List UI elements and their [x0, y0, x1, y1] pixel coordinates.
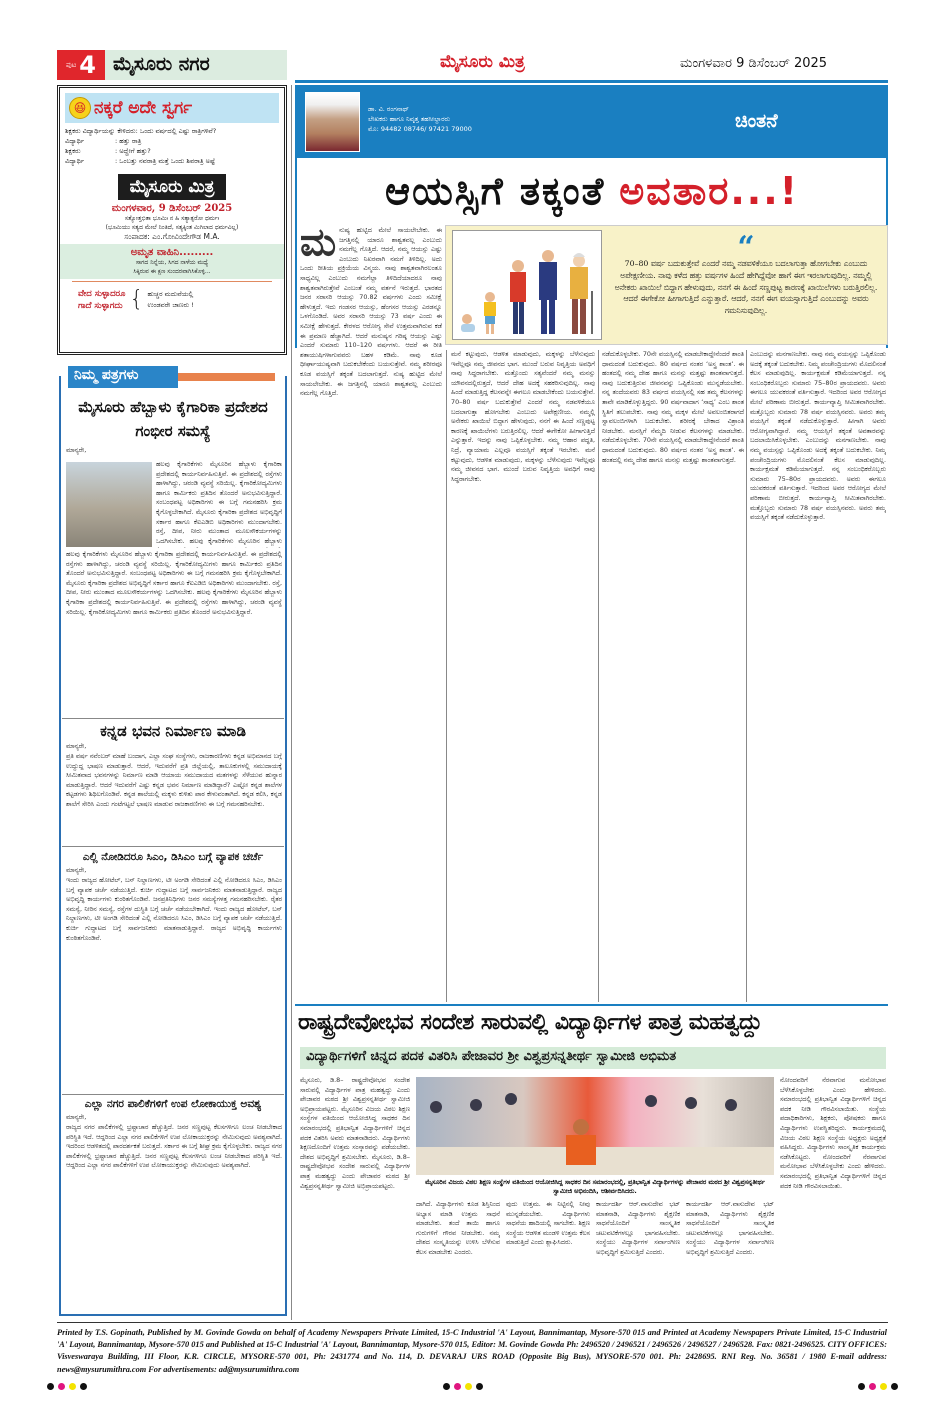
- photo-caption: ಮೈಸೂರಿನ ವಿಜಯ ವಿಠಲ ಶಿಕ್ಷಣ ಸಂಸ್ಥೆಗಳ ವತಿಯಿಂದ ಆಯೋಜಿಸಿದ್ದ ಸಾಧಕರ ದಿನ ಸಮಾರಂಭದಲ್ಲಿ, ಪ್ರತಿಭಾನ್ವಿತ ವಿದ್ಯಾರ್ಥಿಗಳನ್ನು ಪೇಜಾವರ ಮಠದ ಶ್ರೀ ವಿಶ್ವಪ್ರಸನ್ನತೀರ್ಥ ಸ್ವಾಮೀಜಿ ಅಭಿನಂದಿಸಿ, ಆಶೀರ್ವದಿಸಿದರು.: [425, 1179, 765, 1195]
- proverb-box: [72, 281, 272, 317]
- author-phone: ಮೊ: 94482 08746/ 97421 79000: [368, 125, 472, 133]
- teen-figure: [510, 260, 526, 334]
- joke-question: ಶಿಕ್ಷಕರು ವಿದ್ಯಾರ್ಥಿಯನ್ನು ಕೇಳಿದರು: ಒಂದು ವರ್ಷದಲ್ಲಿ ಎಷ್ಟು ರಾತ್ರಿಗಳಿವೆ?: [65, 127, 217, 135]
- ceremony-photo: [416, 1077, 774, 1175]
- story-column-4: ಕಾರ್ಯದರ್ಶಿ ಆರ್.ವಾಸುದೇವ ಭಟ್ ಮಾತನಾಡಿ, ವಿದ್ಯಾರ್ಥಿಗಳು ಶೈಕ್ಷಣಿಕ ಸಾಧನೆಯೊಂದಿಗೆ ಸಾಂಸ್ಕೃತಿಕ ಚಟುವಟಿಕೆಗಳಲ್ಲೂ ಭಾಗವಹಿಸಬೇಕು. ಸಂಸ್ಥೆಯು ವಿದ್ಯಾರ್ಥಿಗಳ ಸರ್ವಾಂಗೀಣ ಅಭಿವೃದ್ಧಿಗೆ ಶ್ರಮಿಸುತ್ತಿದೆ ಎಂದರು.: [596, 1200, 680, 1256]
- title-main: ಆಯಸ್ಸಿಗೆ ತಕ್ಕಂತೆ: [385, 168, 606, 213]
- page-label: ಪುಟ: [66, 60, 77, 69]
- amrutha-line: ಸಾಗದ ನಿನ್ನೆಯ, ಸಿಗದ ನಾಳೆಯ ಮಧ್ಯೆ: [135, 259, 209, 266]
- motto-meaning: (ಭೂಮಿಯು ಸತ್ಯದ ಮೇಲೆ ನಿಂತಿದೆ, ಸತ್ಯಕ್ಕಿಂತ ಮಿಗಿಲಾದ ಧರ್ಮವಿಲ್ಲ): [105, 224, 239, 231]
- dropcap: ಮ: [300, 226, 337, 264]
- amrutha-line: ಸಿಕ್ಕಿರುವ ಈ ಕ್ಷಣ ಸುಂದರವಾಗಿಸಿಕೊಳ್ಳಿ...: [133, 268, 211, 275]
- column-rule: [598, 350, 599, 1002]
- letters-section-title: ನಿಮ್ಮ ಪತ್ರಗಳು: [68, 366, 178, 388]
- article-title: [300, 160, 884, 222]
- masthead-box-date: ಮಂಗಳವಾರ, 9 ಡಿಸೆಂಬರ್ 2025: [111, 203, 233, 214]
- letter-body-cont: ಹಲವು ಕೈಗಾರಿಕೆಗಳು ಮೈಸೂರಿನ ಹೆಬ್ಬಾಳು ಕೈಗಾರಿಕಾ ಪ್ರದೇಶದಲ್ಲಿ ಕಾರ್ಯನಿರ್ವಹಿಸುತ್ತಿವೆ. ಈ ಪ್ರದೇಶದಲ್ಲಿ ರಸ್ತೆಗಳು ಹಾಳಾಗಿದ್ದು, ಚರಂಡಿ ವ್ಯವಸ್ಥೆ ಸರಿಯಿಲ್ಲ. ಕೈಗಾರಿಕೋದ್ಯಮಿಗಳು ಹಾಗೂ ಕಾರ್ಮಿಕರು ಪ್ರತಿದಿನ ತೊಂದರೆ ಅನುಭವಿಸುತ್ತಿದ್ದಾರೆ. ಸಂಬಂಧಪಟ್ಟ ಅಧಿಕಾರಿಗಳು ಈ ಬಗ್ಗೆ ಗಮನಹರಿಸಿ ಕ್ರಮ ಕೈಗೊಳ್ಳಬೇಕಾಗಿದೆ. ಮೈಸೂರು ಕೈಗಾರಿಕಾ ಪ್ರದೇಶದ ಅಭಿವೃದ್ಧಿಗೆ ಸರ್ಕಾರ ಹಾಗೂ ಕೆಐಎಡಿಬಿ ಅಧಿಕಾರಿಗಳು ಮುಂದಾಗಬೇಕು. ರಸ್ತೆ, ದೀಪ, ನೀರು ಮುಂತಾದ ಮೂಲಸೌಕರ್ಯಗಳನ್ನು ಒದಗಿಸಬೇಕು. ಹಲವು ಕೈಗಾರಿಕೆಗಳು ಮೈಸೂರಿನ ಹೆಬ್ಬಾಳು ಕೈಗಾರಿಕಾ ಪ್ರದೇಶದಲ್ಲಿ ಕಾರ್ಯನಿರ್ವಹಿಸುತ್ತಿವೆ. ಈ ಪ್ರದೇಶದಲ್ಲಿ ರಸ್ತೆಗಳು ಹಾಳಾಗಿದ್ದು, ಚರಂಡಿ ವ್ಯವಸ್ಥೆ ಸರಿಯಿಲ್ಲ. ಕೈಗಾರಿಕೋದ್ಯಮಿಗಳು ಹಾಗೂ ಕಾರ್ಮಿಕರು ಪ್ರತಿದಿನ ತೊಂದರೆ ಅನುಭವಿಸುತ್ತಿದ್ದಾರೆ.: [66, 550, 282, 616]
- divider: [295, 1004, 888, 1006]
- letter-headline: ಕನ್ನಡ ಭವನ ನಿರ್ಮಾಣ ಮಾಡಿ: [100, 722, 246, 740]
- author-info: [368, 104, 472, 134]
- brace-icon: {: [129, 287, 144, 312]
- page-number-tag: [57, 50, 105, 80]
- author-name: ಡಾ. ವಿ. ರಂಗನಾಥ್: [368, 105, 409, 113]
- letter-salutation: ಮಾನ್ಯರೇ,: [66, 1113, 87, 1121]
- proverb-right: ಹುಚ್ಚರ ಮದುವೆಯಲ್ಲಿ: [147, 289, 194, 298]
- letter-body: ಇಂದು ರಾಜ್ಯದ ಹೋಟೆಲ್, ಬಸ್ ನಿಲ್ದಾಣಗಳು, ಟೀ ಅಂಗಡಿ ಸೇರಿದಂತೆ ಎಲ್ಲಿ ನೋಡಿದರೂ ಸಿಎಂ, ಡಿಸಿಎಂ ಬಗ್ಗೆ ವ್ಯಾಪಕ ಚರ್ಚೆ ನಡೆಯುತ್ತಿದೆ. ಕುರ್ಚಿ ಗುದ್ದಾಟದ ಬಗ್ಗೆ ಸಾರ್ವಜನಿಕರು ಮಾತನಾಡುತ್ತಿದ್ದಾರೆ. ರಾಜ್ಯದ ಅಭಿವೃದ್ಧಿ ಕಾರ್ಯಗಳು ಕುಂಠಿತಗೊಂಡಿವೆ. ಜನಪ್ರತಿನಿಧಿಗಳು ಜನರ ಸಮಸ್ಯೆಗಳತ್ತ ಗಮನಹರಿಸಬೇಕು. ರೈತರ ಸಮಸ್ಯೆ, ನೀರಿನ ಸಮಸ್ಯೆ, ರಸ್ತೆಗಳ ದುಸ್ಥಿತಿ ಬಗ್ಗೆ ಚರ್ಚೆ ನಡೆಯಬೇಕಾಗಿದೆ. ಇಂದು ರಾಜ್ಯದ ಹೋಟೆಲ್, ಬಸ್ ನಿಲ್ದಾಣಗಳು, ಟೀ ಅಂಗಡಿ ಸೇರಿದಂತೆ ಎಲ್ಲಿ ನೋಡಿದರೂ ಸಿಎಂ, ಡಿಸಿಎಂ ಬಗ್ಗೆ ವ್ಯಾಪಕ ಚರ್ಚೆ ನಡೆಯುತ್ತಿದೆ. ಕುರ್ಚಿ ಗುದ್ದಾಟದ ಬಗ್ಗೆ ಸಾರ್ವಜನಿಕರು ಮಾತನಾಡುತ್ತಿದ್ದಾರೆ. ರಾಜ್ಯದ ಅಭಿವೃದ್ಧಿ ಕಾರ್ಯಗಳು ಕುಂಠಿತಗೊಂಡಿವೆ.: [66, 876, 282, 942]
- masthead-box: [60, 171, 284, 241]
- pull-quote-text: 70–80 ವರ್ಷ ಬದುಕುತ್ತೇವೆ ಎಂದರೆ ನಮ್ಮ ನಡವಳಿಕೆಯೂ ಬದಲಾಗುತ್ತಾ ಹೋಗಬೇಕು ಎಂಬುದು ಅಪೇಕ್ಷಣೀಯ. ನಾವು ಕಳೆದ ಹತ್ತು ವರ್ಷಗಳ ಹಿಂದೆ ಹೇಗಿದ್ದೆವೋ ಹಾಗೆ ಈಗ ಇರಲಾಗುವುದಿಲ್ಲ. ನಮ್ಮಲ್ಲಿ ಅನೇಕರು ಖಾಯಿಲೆ ಬಿದ್ದಾಗ ಹೇಳುವುದು, ನನಗೆ ಈ ಹಿಂದೆ ಸಣ್ಣಪುಟ್ಟ ಕಾರಣಕ್ಕೆ ಖಾಯಿಲೆಗಳು ಬರುತ್ತಿರಲಿಲ್ಲ. ಆದರೆ ಈಗೇಕೋ ಹೀಗಾಗುತ್ತಿದೆ ಎನ್ನುತ್ತಾರೆ. ಆದರೆ, ನನಗೆ ಈಗ ವಯಸ್ಸಾಗುತ್ತಿದೆ ಎಂಬುದನ್ನು ಅವರು ಗಮನಿಸುವುದಿಲ್ಲ.: [614, 259, 878, 316]
- section-accent-bar: [178, 373, 275, 381]
- article-column-1: [300, 226, 442, 1002]
- masthead-logo: ಮೈಸೂರು ಮಿತ್ರ: [440, 52, 525, 72]
- registration-marks-left: [47, 1383, 87, 1390]
- proverb-right: ಉಂಡವರೇ ಜಾಣರು !: [147, 300, 194, 309]
- joke-speaker: ವಿದ್ಯಾರ್ಥಿ: [65, 157, 85, 165]
- article-column-4: ಎಂಬುದನ್ನು ಮನಗಾಣಬೇಕು. ನಾವು ನಮ್ಮ ವಯಸ್ಸನ್ನು ಒಪ್ಪಿಕೊಂಡು ಅದಕ್ಕೆ ತಕ್ಕಂತೆ ಬದುಕಬೇಕು. ನಿಮ್ಮ ಪಂಚೇಂದ್ರಿಯಗಳು ಮೊದಲಿನಂತೆ ಕೆಲಸ ಮಾಡುವುದಿಲ್ಲ. ಕಾರ್ಯಕ್ಷಮತೆ ಕಡಿಮೆಯಾಗುತ್ತದೆ. ನನ್ನ ಸಂಬಂಧಿಕರೊಬ್ಬರು ಸುಮಾರು 75–80ರ ಪ್ರಾಯದವರು. ಅವರು ಈಗಲೂ ಯುವಕರಂತೆ ವರ್ತಿಸುತ್ತಾರೆ. ಇದರಿಂದ ಅವರ ಆರೋಗ್ಯದ ಮೇಲೆ ಪರಿಣಾಮ ಬೀರುತ್ತದೆ. ಕಾರ್ಯವ್ಯಾಪ್ತಿ ಸೀಮಿತವಾಗಿರಬೇಕು. ಮತ್ತೊಬ್ಬರು ಸುಮಾರು 78 ವರ್ಷ ವಯಸ್ಸಿನವರು. ಅವರು ತಮ್ಮ ವಯಸ್ಸಿಗೆ ತಕ್ಕಂತೆ ನಡೆದುಕೊಳ್ಳುತ್ತಾರೆ. ಹೀಗಾಗಿ ಅವರು ಆರೋಗ್ಯವಾಗಿದ್ದಾರೆ. ನಮ್ಮ ಆಯಸ್ಸಿಗೆ ತಕ್ಕಂತೆ ಅವತಾರವನ್ನು ಬದಲಾಯಿಸಿಕೊಳ್ಳಬೇಕು. ಎಂಬುದನ್ನು ಮನಗಾಣಬೇಕು. ನಾವು ನಮ್ಮ ವಯಸ್ಸನ್ನು ಒಪ್ಪಿಕೊಂಡು ಅದಕ್ಕೆ ತಕ್ಕಂತೆ ಬದುಕಬೇಕು. ನಿಮ್ಮ ಪಂಚೇಂದ್ರಿಯಗಳು ಮೊದಲಿನಂತೆ ಕೆಲಸ ಮಾಡುವುದಿಲ್ಲ. ಕಾರ್ಯಕ್ಷಮತೆ ಕಡಿಮೆಯಾಗುತ್ತದೆ. ನನ್ನ ಸಂಬಂಧಿಕರೊಬ್ಬರು ಸುಮಾರು 75–80ರ ಪ್ರಾಯದವರು. ಅವರು ಈಗಲೂ ಯುವಕರಂತೆ ವರ್ತಿಸುತ್ತಾರೆ. ಇದರಿಂದ ಅವರ ಆರೋಗ್ಯದ ಮೇಲೆ ಪರಿಣಾಮ ಬೀರುತ್ತದೆ. ಕಾರ್ಯವ್ಯಾಪ್ತಿ ಸೀಮಿತವಾಗಿರಬೇಕು. ಮತ್ತೊಬ್ಬರು ಸುಮಾರು 78 ವರ್ಷ ವಯಸ್ಸಿನವರು. ಅವರು ತಮ್ಮ ವಯಸ್ಸಿಗೆ ತಕ್ಕಂತೆ ನಡೆದುಕೊಳ್ಳುತ್ತಾರೆ.: [750, 350, 886, 522]
- article-text: ನುಷ್ಯ ಹುಟ್ಟಿದ ಮೇಲೆ ಸಾಯಲೇಬೇಕು. ಈ ಜಗತ್ತಿನಲ್ಲಿ ಯಾರೂ ಶಾಶ್ವತವಲ್ಲ ಎಂಬುದು ನಮಗೆಲ್ಲ ಗೊತ್ತಿದೆ. ಆದರೆ, ನಮ್ಮ ಆಯಸ್ಸು ಎಷ್ಟು ಎಂಬುದು ನಿಖರವಾಗಿ ನಮಗೆ ತಿಳಿದಿಲ್ಲ. ಅದು ಒಂದು ರೀತಿಯ ಪ್ರಕ್ರಿಯೆಯ ವಿಸ್ಮಯ. ನಾವು ಶಾಶ್ವತವಾಗಿರಲಂತೂ ಸಾಧ್ಯವಿಲ್ಲ ಎಂಬುದು ನಮಗೆಲ್ಲಾ ತಿಳಿದಿದೆಯಾದರೂ ನಾವು ಶಾಶ್ವತವಾಗಿರುತ್ತೇವೆ ಎಂಬಂತೆ ನಮ್ಮ ವರ್ತನೆ ಇರುತ್ತದೆ. ಭಾರತದ ಜನರ ಸರಾಸರಿ ಆಯಸ್ಸು 70.82 ವರ್ಷಗಳು ಎಂದು ಸಮೀಕ್ಷೆ ಹೇಳುತ್ತದೆ. ಇದು ಗಂಡಸರ ಆಯಸ್ಸು, ಹೆಂಗಸರ ಆಯಸ್ಸು ಎರಡನ್ನೂ ಒಳಗೊಂಡಿದೆ. ಅವರ ಸರಾಸರಿ ಆಯಸ್ಸು 73 ವರ್ಷ ಎಂದು ಈ ಸಮೀಕ್ಷೆ ಹೇಳುತ್ತದೆ. ಕೇರಳದ ಆರೋಗ್ಯ ಸೇವೆ ಉತ್ತಮವಾಗಿರುವ ಕಡೆ ಈ ಪ್ರಮಾಣ ಹೆಚ್ಚಾಗಿದೆ. ಆದರೆ ಮನುಷ್ಯನ ಗರಿಷ್ಠ ಆಯಸ್ಸು ಎಷ್ಟು ಎಂದರೆ ಸುಮಾರು 110–120 ವರ್ಷಗಳು. ಆದರೆ ಈ ರೀತಿ ಶತಾಯುಷಿಗಳಾಗುವವರು ಬಹಳ ಕಡಿಮೆ. ನಾವು ಕೂಡ ಧೀರ್ಘಾಯುಷ್ಯವಾಗಿ ಬದುಕಬೇಕೆಂದು ಬಯಸುತ್ತೇವೆ. ನಮ್ಮ ಶರೀರವೂ ಕೂಡ ವಯಸ್ಸಿಗೆ ತಕ್ಕಂತೆ ಬದಲಾಗುತ್ತದೆ. ನುಷ್ಯ ಹುಟ್ಟಿದ ಮೇಲೆ ಸಾಯಲೇಬೇಕು. ಈ ಜಗತ್ತಿನಲ್ಲಿ ಯಾರೂ ಶಾಶ್ವತವಲ್ಲ ಎಂಬುದು ನಮಗೆಲ್ಲ ಗೊತ್ತಿದೆ.: [300, 226, 442, 398]
- letter-body: ಪ್ರತಿ ವರ್ಷ ನವೆಂಬರ್ ಮಾಹೆ ಬಂದಾಗ, ಎಲ್ಲಾ ಸಂಘ ಸಂಸ್ಥೆಗಳು, ರಾಜಕಾರಣಿಗಳು ಕನ್ನಡ ಅಭಿಮಾನದ ಬಗ್ಗೆ ಉದ್ದುದ್ದ ಭಾಷಣ ಮಾಡುತ್ತಾರೆ. ಆದರೆ, ಇದುವರೆಗೆ ಪ್ರತಿ ಜಿಲ್ಲೆಯಲ್ಲಿ, ತಾಲೂಕುಗಳಲ್ಲಿ ಸಮುದಾಯಕ್ಕೆ ಸೀಮಿತವಾದ ಭವನಗಳನ್ನು ನಿರ್ಮಾಣ ಮಾಡಿ ಆಯಾಯ ಸಮುದಾಯದ ಮತಗಳನ್ನು ಸೆಳೆಯುವ ಹುನ್ನಾರ ಮಾಡುತ್ತಿದ್ದಾರೆ. ಆದರೆ ಇದುವರೆಗೆ ಎಷ್ಟು ಕನ್ನಡ ಭವನ ನಿರ್ಮಾಣ ಮಾಡಿದ್ದಾರೆ? ಎಷ್ಟೋ ಕನ್ನಡ ಶಾಲೆಗಳ ಕಟ್ಟಡಗಳು ಶಿಥಿಲಗೊಂಡಿವೆ. ಕನ್ನಡ ಶಾಲೆಯಲ್ಲಿ ಮಕ್ಕಳು ಕುಳಿತು ಪಾಠ ಕೇಳುವಂತಾಗಿದೆ. ಕನ್ನಡ ಕಲಿಸಿ, ಕನ್ನಡ ಶಾಲೆಗೆ ಸೇರಿಸಿ ಎಂದು ಗಂಟೆಗಟ್ಟಲೆ ಭಾಷಣ ಮಾಡುವ ರಾಜಕಾರಣಿಗಳು ಈ ಬಗ್ಗೆ ಗಮನಹರಿಸಬೇಕು.: [66, 752, 282, 808]
- title-accent: ಅವತಾರ...!: [619, 168, 799, 213]
- story-column-2: ದಾಗಿದೆ. ವಿದ್ಯಾರ್ಥಿಗಳು ಕೂಡ ಶಿಸ್ತಿನಿಂದ ಅಭ್ಯಾಸ ಮಾಡಿ ಉತ್ತಮ ಸಾಧನೆ ಮಾಡಬೇಕು. ತಂದೆ ತಾಯಿ ಹಾಗೂ ಗುರುಗಳಿಗೆ ಗೌರವ ನೀಡಬೇಕು. ನಮ್ಮ ದೇಶದ ಸಂಸ್ಕೃತಿಯನ್ನು ಉಳಿಸಿ ಬೆಳೆಸುವ ಕೆಲಸ ಮಾಡಬೇಕು ಎಂದರು.: [416, 1200, 500, 1256]
- divider: [62, 1094, 284, 1095]
- story-subheadline: ವಿದ್ಯಾರ್ಥಿಗಳಿಗೆ ಚಿನ್ನದ ಪದಕ ವಿತರಿಸಿ ಪೇಜಾವರ ಶ್ರೀ ವಿಶ್ವಪ್ರಸನ್ನತೀರ್ಥ ಸ್ವಾಮೀಜಿ ಅಭಿಮತ: [300, 1047, 886, 1069]
- masthead-box-logo: ಮೈಸೂರು ಮಿತ್ರ: [118, 174, 227, 200]
- column-rule: [446, 350, 447, 1002]
- child-figure: [484, 292, 496, 334]
- letter-salutation: ಮಾನ್ಯರೇ,: [66, 866, 87, 874]
- letter-headline: ಎಲ್ಲಾ ನಗರ ಪಾಲಿಕೆಗಳಿಗೆ ಉಪ ಲೋಕಾಯುಕ್ತ ಅವಶ್ಯ: [84, 1098, 262, 1110]
- joke-speaker: ಶಿಕ್ಷಕರು: [65, 147, 81, 155]
- joke-line: : ಹತ್ತು ರಾತ್ರಿ: [115, 137, 142, 145]
- header-divider: [295, 80, 888, 83]
- joke-speaker: ವಿದ್ಯಾರ್ಥಿ: [65, 137, 85, 145]
- letter-headline: ಮೈಸೂರು ಹೆಬ್ಬಾಳು ಕೈಗಾರಿಕಾ ಪ್ರದೇಶದ ಗಂಭೀರ ಸಮಸ್ಯೆ: [78, 398, 268, 440]
- adult-figure: [539, 250, 557, 334]
- joke-line: : ಒಂಬತ್ತು ನವರಾತ್ರಿ ಮತ್ತೆ ಒಂದು ಶಿವರಾತ್ರಿ ಅಷ್ಟೆ: [115, 157, 216, 165]
- page-number: 4: [79, 51, 96, 79]
- amrutha-title: ಅಮೃತ ವಾಹಿನಿ.........: [130, 247, 214, 258]
- proverb-left: ವೇದ ಸುಳ್ಳಾದರೂ: [78, 288, 126, 299]
- author-role: ಲೇಖಕರು ಹಾಗೂ ನಿವೃತ್ತ ತಹಸೀಲ್ದಾರರು: [368, 115, 451, 123]
- elder-figure: [570, 253, 593, 334]
- column-section-label: ಚಿಂತನೆ: [735, 110, 778, 132]
- editor-line: ಸಂಪಾದಕ: ಎಂ.ಗೋವಿಂದೇಗೌಡ M.A.: [124, 232, 220, 241]
- proverb-left: ಗಾದೆ ಸುಳ್ಳಾಗದು: [78, 300, 123, 311]
- ageing-stages-illustration: [452, 230, 602, 340]
- laughing-face-icon: 😆: [69, 97, 91, 119]
- column-rule: [746, 350, 747, 1002]
- joke-title-bar: [65, 93, 279, 123]
- letter-headline: ಎಲ್ಲಿ ನೋಡಿದರೂ ಸಿಎಂ, ಡಿಸಿಎಂ ಬಗ್ಗೆ ವ್ಯಾಪಕ ಚರ್ಚೆ: [82, 851, 264, 863]
- story-column-3: ವುದು ಉತ್ತಮ. ಈ ನಿಟ್ಟಿನಲ್ಲಿ ನೀವು ಮುನ್ನಡೆಯಬೇಕು. ವಿದ್ಯಾರ್ಥಿಗಳು ಸಾಧನೆಯ ಹಾದಿಯಲ್ಲಿ ಸಾಗಬೇಕು. ಶಿಕ್ಷಣ ಸಂಸ್ಥೆಯ ಆಡಳಿತ ಮಂಡಳಿ ಉತ್ತಮ ಕೆಲಸ ಮಾಡುತ್ತಿದೆ ಎಂದು ಶ್ಲಾಘಿಸಿದರು.: [506, 1200, 590, 1247]
- motto: ಸತ್ಯೋತ್ತಭಿತಾ ಭೂಮಿಃ ನ ಹಿ ಸತ್ಯಾತ್ಪರೋ ಧರ್ಮಃ: [124, 215, 220, 222]
- registration-marks-right: [858, 1383, 898, 1390]
- letter-body: ಹಲವು ಕೈಗಾರಿಕೆಗಳು ಮೈಸೂರಿನ ಹೆಬ್ಬಾಳು ಕೈಗಾರಿಕಾ ಪ್ರದೇಶದಲ್ಲಿ ಕಾರ್ಯನಿರ್ವಹಿಸುತ್ತಿವೆ. ಈ ಪ್ರದೇಶದಲ್ಲಿ ರಸ್ತೆಗಳು ಹಾಳಾಗಿದ್ದು, ಚರಂಡಿ ವ್ಯವಸ್ಥೆ ಸರಿಯಿಲ್ಲ. ಕೈಗಾರಿಕೋದ್ಯಮಿಗಳು ಹಾಗೂ ಕಾರ್ಮಿಕರು ಪ್ರತಿದಿನ ತೊಂದರೆ ಅನುಭವಿಸುತ್ತಿದ್ದಾರೆ. ಸಂಬಂಧಪಟ್ಟ ಅಧಿಕಾರಿಗಳು ಈ ಬಗ್ಗೆ ಗಮನಹರಿಸಿ ಕ್ರಮ ಕೈಗೊಳ್ಳಬೇಕಾಗಿದೆ. ಮೈಸೂರು ಕೈಗಾರಿಕಾ ಪ್ರದೇಶದ ಅಭಿವೃದ್ಧಿಗೆ ಸರ್ಕಾರ ಹಾಗೂ ಕೆಐಎಡಿಬಿ ಅಧಿಕಾರಿಗಳು ಮುಂದಾಗಬೇಕು. ರಸ್ತೆ, ದೀಪ, ನೀರು ಮುಂತಾದ ಮೂಲಸೌಕರ್ಯಗಳನ್ನು ಒದಗಿಸಬೇಕು. ಹಲವು ಕೈಗಾರಿಕೆಗಳು ಮೈಸೂರಿನ ಹೆಬ್ಬಾಳು: [156, 460, 282, 545]
- divider: [62, 846, 284, 847]
- story-column-1: ಮೈಸೂರು, ಡಿ.8– ರಾಷ್ಟ್ರದೇವೋಭವ ಸಂದೇಶ ಸಾರುವಲ್ಲಿ ವಿದ್ಯಾರ್ಥಿಗಳ ಪಾತ್ರ ಮಹತ್ವದ್ದು ಎಂದು ಪೇಜಾವರ ಮಠದ ಶ್ರೀ ವಿಶ್ವಪ್ರಸನ್ನತೀರ್ಥ ಸ್ವಾಮೀಜಿ ಅಭಿಪ್ರಾಯಪಟ್ಟರು. ಮೈಸೂರಿನ ವಿಜಯ ವಿಠಲ ಶಿಕ್ಷಣ ಸಂಸ್ಥೆಗಳ ವತಿಯಿಂದ ಆಯೋಜಿಸಿದ್ದ ಸಾಧಕರ ದಿನ ಸಮಾರಂಭದಲ್ಲಿ ಪ್ರತಿಭಾನ್ವಿತ ವಿದ್ಯಾರ್ಥಿಗಳಿಗೆ ಚಿನ್ನದ ಪದಕ ವಿತರಿಸಿ ಅವರು ಮಾತನಾಡಿದರು. ವಿದ್ಯಾರ್ಥಿಗಳು ಶಿಕ್ಷಣದೊಂದಿಗೆ ಉತ್ತಮ ಸಂಸ್ಕಾರವನ್ನು ಪಡೆಯಬೇಕು. ದೇಶದ ಅಭಿವೃದ್ಧಿಗೆ ಶ್ರಮಿಸಬೇಕು. ಮೈಸೂರು, ಡಿ.8– ರಾಷ್ಟ್ರದೇವೋಭವ ಸಂದೇಶ ಸಾರುವಲ್ಲಿ ವಿದ್ಯಾರ್ಥಿಗಳ ಪಾತ್ರ ಮಹತ್ವದ್ದು ಎಂದು ಪೇಜಾವರ ಮಠದ ಶ್ರೀ ವಿಶ್ವಪ್ರಸನ್ನತೀರ್ಥ ಸ್ವಾಮೀಜಿ ಅಭಿಪ್ರಾಯಪಟ್ಟರು.: [300, 1076, 410, 1190]
- section-title: ಮೈಸೂರು ನಗರ: [105, 50, 287, 80]
- story-column-5: ನೋಂದವರಿಗೆ ನೆರವಾಗುವ ಮನೋಭಾವ ಬೆಳೆಸಿಕೊಳ್ಳಬೇಕು ಎಂದು ಹೇಳಿದರು. ಸಮಾರಂಭದಲ್ಲಿ ಪ್ರತಿಭಾನ್ವಿತ ವಿದ್ಯಾರ್ಥಿಗಳಿಗೆ ಚಿನ್ನದ ಪದಕ ನೀಡಿ ಗೌರವಿಸಲಾಯಿತು. ಸಂಸ್ಥೆಯ ಪದಾಧಿಕಾರಿಗಳು, ಶಿಕ್ಷಕರು, ಪೋಷಕರು ಹಾಗೂ ವಿದ್ಯಾರ್ಥಿಗಳು ಉಪಸ್ಥಿತರಿದ್ದರು. ಕಾರ್ಯಕ್ರಮದಲ್ಲಿ ವಿಜಯ ವಿಠಲ ಶಿಕ್ಷಣ ಸಂಸ್ಥೆಯ ಅಧ್ಯಕ್ಷರು ಅಧ್ಯಕ್ಷತೆ ವಹಿಸಿದ್ದರು. ವಿದ್ಯಾರ್ಥಿಗಳು ಸಾಂಸ್ಕೃತಿಕ ಕಾರ್ಯಕ್ರಮ ನಡೆಸಿಕೊಟ್ಟರು. ನೋಂದವರಿಗೆ ನೆರವಾಗುವ ಮನೋಭಾವ ಬೆಳೆಸಿಕೊಳ್ಳಬೇಕು ಎಂದು ಹೇಳಿದರು. ಸಮಾರಂಭದಲ್ಲಿ ಪ್ರತಿಭಾನ್ವಿತ ವಿದ್ಯಾರ್ಥಿಗಳಿಗೆ ಚಿನ್ನದ ಪದಕ ನೀಡಿ ಗೌರವಿಸಲಾಯಿತು.: [780, 1076, 886, 1190]
- amrutha-vahini-box: [60, 244, 284, 279]
- registration-marks-center: [443, 1383, 483, 1390]
- quote-mark-icon: “: [737, 230, 755, 265]
- joke-box: [63, 91, 281, 168]
- letter-photo-road: [66, 462, 152, 547]
- author-photo: [305, 92, 360, 152]
- imprint-footer: Printed by T.S. Gopinath, Published by M. Govinde Gowda on behalf of Academy Newspapers Private Limited, 15-C Industrial 'A' Layout, Bannimantap, Mysore-570 015 and Printed at Academy Newspapers Private Limited, 15-C Industrial 'A' Layout, Bannimantap, Mysore-570 015 and Published at 15-C Industrial 'A' Layout, Bannimantap, Mysore-570 015, Editor: M. Govinde Gowda Ph: 2496520 / 2496521 / 2496526 / 2496527 / 2496528. Fax: 0821-2496525. CITY OFFICES: Visveswaraya Building, III Floor, K.R. CIRCLE, MYSORE-570 001, Ph: 2431774 and No. 114, D. DEVARAJ URS ROAD (Opposite Big Bus), MYSORE-570 001. Ph: 2428695. RNI Reg. No. 36581 / 1980 E-mail address: news@mysurumithra.com For advertisements: ad@mysurumithra.com: [57, 1328, 887, 1374]
- column-rule: [291, 85, 292, 1320]
- article-column-3: ನಡೆದುಕೊಳ್ಳಬೇಕು. 70ನೇ ವಯಸ್ಸಿನಲ್ಲಿ ಮಾಡಬೇಕಾದ್ದೇನೆಂದರೆ ಶಾಂತಿ ಧಾಮದಂತೆ ಬದುಕುವುದು. 80 ವರ್ಷದ ನಂತರ ‘ಅಸ್ತ್ರ ಶಾಂತ’. ಈ ಹಂತದಲ್ಲಿ ನಮ್ಮ ದೇಹ ಹಾಗೂ ಮನಸ್ಸು ಮತ್ತಷ್ಟು ಶಾಂತವಾಗುತ್ತದೆ. ನಾವು ಬದುಕುತ್ತಿರುವ ಜೀವನವನ್ನು ಒಪ್ಪಿಕೊಂಡು ಮುನ್ನಡೆಯಬೇಕು. ನನ್ನ ತಂದೆಯವರು 83 ವರ್ಷದ ವಯಸ್ಸಿನಲ್ಲಿ ಸಹ ತಮ್ಮ ಕೆಲಸಗಳನ್ನು ತಾವೇ ಮಾಡಿಕೊಳ್ಳುತ್ತಿದ್ದರು. 90 ವರ್ಷವಾದಾಗ ‘ಸಾಧ್ಯ’ ಎಂಬ ಶಾಂತ ಸ್ಥಿತಿಗೆ ತಲುಪಬೇಕು. ನಾವು ನಮ್ಮ ಮಕ್ಕಳ ಮೇಲೆ ಅವಲಂಬಿತರಾಗದೆ ಸ್ವಾವಲಂಬಿಗಳಾಗಿ ಬದುಕಬೇಕು. ಶರೀರಕ್ಕೆ ಬೇಕಾದ ವಿಶ್ರಾಂತಿ ನೀಡಬೇಕು. ಮನಸ್ಸಿಗೆ ನೆಮ್ಮದಿ ನೀಡುವ ಕೆಲಸಗಳನ್ನು ಮಾಡಬೇಕು. ನಡೆದುಕೊಳ್ಳಬೇಕು. 70ನೇ ವಯಸ್ಸಿನಲ್ಲಿ ಮಾಡಬೇಕಾದ್ದೇನೆಂದರೆ ಶಾಂತಿ ಧಾಮದಂತೆ ಬದುಕುವುದು. 80 ವರ್ಷದ ನಂತರ ‘ಅಸ್ತ್ರ ಶಾಂತ’. ಈ ಹಂತದಲ್ಲಿ ನಮ್ಮ ದೇಹ ಹಾಗೂ ಮನಸ್ಸು ಮತ್ತಷ್ಟು ಶಾಂತವಾಗುತ್ತದೆ.: [602, 350, 744, 464]
- left-info-box: [57, 85, 287, 355]
- letter-body: ರಾಜ್ಯದ ನಗರ ಪಾಲಿಕೆಗಳಲ್ಲಿ ಭ್ರಷ್ಟಾಚಾರ ಹೆಚ್ಚುತ್ತಿದೆ. ಜನರ ಸಣ್ಣಪುಟ್ಟ ಕೆಲಸಗಳಿಗೂ ಲಂಚ ನೀಡಬೇಕಾದ ಪರಿಸ್ಥಿತಿ ಇದೆ. ಆದ್ದರಿಂದ ಎಲ್ಲಾ ನಗರ ಪಾಲಿಕೆಗಳಿಗೆ ಉಪ ಲೋಕಾಯುಕ್ತರನ್ನು ನೇಮಿಸುವುದು ಅವಶ್ಯವಾಗಿದೆ. ಇದರಿಂದ ಆಡಳಿತದಲ್ಲಿ ಪಾರದರ್ಶಕತೆ ಬರುತ್ತದೆ. ಸರ್ಕಾರ ಈ ಬಗ್ಗೆ ಶೀಘ್ರ ಕ್ರಮ ಕೈಗೊಳ್ಳಬೇಕು. ರಾಜ್ಯದ ನಗರ ಪಾಲಿಕೆಗಳಲ್ಲಿ ಭ್ರಷ್ಟಾಚಾರ ಹೆಚ್ಚುತ್ತಿದೆ. ಜನರ ಸಣ್ಣಪುಟ್ಟ ಕೆಲಸಗಳಿಗೂ ಲಂಚ ನೀಡಬೇಕಾದ ಪರಿಸ್ಥಿತಿ ಇದೆ. ಆದ್ದರಿಂದ ಎಲ್ಲಾ ನಗರ ಪಾಲಿಕೆಗಳಿಗೆ ಉಪ ಲೋಕಾಯುಕ್ತರನ್ನು ನೇಮಿಸುವುದು ಅವಶ್ಯವಾಗಿದೆ.: [66, 1123, 282, 1170]
- story-headline: ರಾಷ್ಟ್ರದೇವೋಭವ ಸಂದೇಶ ಸಾರುವಲ್ಲಿ ವಿದ್ಯಾರ್ಥಿಗಳ ಪಾತ್ರ ಮಹತ್ವದ್ದು: [298, 1010, 762, 1035]
- baby-figure: [461, 314, 475, 332]
- header-date: ಮಂಗಳವಾರ 9 ಡಿಸೆಂಬರ್ 2025: [680, 56, 828, 71]
- divider: [62, 718, 284, 719]
- pull-quote: [608, 230, 884, 317]
- joke-line: : ಅದ್ಹೇಗೆ ಹತ್ತು?: [115, 147, 151, 155]
- article-column-2: ಮನೆ ಕಟ್ಟುವುದು, ಆಡಳಿತ ಮಾಡುವುದು, ಮಕ್ಕಳನ್ನು ಬೆಳೆಸುವುದು ಇವೆಲ್ಲವೂ ನಮ್ಮ ಜೀವನದ ಭಾಗ. ಮುಂದೆ ಬರುವ ನಿವೃತ್ತಿಯ ಅವಧಿಗೆ ನಾವು ಸಿದ್ಧರಾಗಬೇಕು. ಮತ್ತೊಂದು ಸತ್ಯವೆಂದರೆ ನಮ್ಮ ಮನಸ್ಸು ಯೌವನದಲ್ಲಿರುತ್ತದೆ, ಆದರೆ ದೇಹ ಅದಕ್ಕೆ ಸಹಕರಿಸುವುದಿಲ್ಲ. ನಾವು ಹಿಂದೆ ಮಾಡುತ್ತಿದ್ದ ಕೆಲಸವನ್ನೇ ಈಗಲೂ ಮಾಡಬೇಕೆಂದು ಬಯಸುತ್ತೇವೆ. 70–80 ವರ್ಷ ಬದುಕುತ್ತೇವೆ ಎಂದರೆ ನಮ್ಮ ನಡವಳಿಕೆಯೂ ಬದಲಾಗುತ್ತಾ ಹೋಗಬೇಕು ಎಂಬುದು ಅಪೇಕ್ಷಣೀಯ. ನಮ್ಮಲ್ಲಿ ಅನೇಕರು ಖಾಯಿಲೆ ಬಿದ್ದಾಗ ಹೇಳುವುದು, ನನಗೆ ಈ ಹಿಂದೆ ಸಣ್ಣಪುಟ್ಟ ಕಾರಣಕ್ಕೆ ಖಾಯಿಲೆಗಳು ಬರುತ್ತಿರಲಿಲ್ಲ. ಆದರೆ ಈಗೇಕೋ ಹೀಗಾಗುತ್ತಿದೆ ಎನ್ನುತ್ತಾರೆ. ಇದನ್ನು ನಾವು ಒಪ್ಪಿಕೊಳ್ಳಬೇಕು. ನಮ್ಮ ಆಹಾರ ಪದ್ಧತಿ, ನಿದ್ರೆ, ವ್ಯಾಯಾಮ ಎಲ್ಲವೂ ವಯಸ್ಸಿಗೆ ತಕ್ಕಂತೆ ಇರಬೇಕು. ಮನೆ ಕಟ್ಟುವುದು, ಆಡಳಿತ ಮಾಡುವುದು, ಮಕ್ಕಳನ್ನು ಬೆಳೆಸುವುದು ಇವೆಲ್ಲವೂ ನಮ್ಮ ಜೀವನದ ಭಾಗ. ಮುಂದೆ ಬರುವ ನಿವೃತ್ತಿಯ ಅವಧಿಗೆ ನಾವು ಸಿದ್ಧರಾಗಬೇಕು.: [451, 350, 595, 483]
- letter-salutation: ಮಾನ್ಯರೇ,: [66, 446, 87, 454]
- story-column-4b: ಕಾರ್ಯದರ್ಶಿ ಆರ್.ವಾಸುದೇವ ಭಟ್ ಮಾತನಾಡಿ, ವಿದ್ಯಾರ್ಥಿಗಳು ಶೈಕ್ಷಣಿಕ ಸಾಧನೆಯೊಂದಿಗೆ ಸಾಂಸ್ಕೃತಿಕ ಚಟುವಟಿಕೆಗಳಲ್ಲೂ ಭಾಗವಹಿಸಬೇಕು. ಸಂಸ್ಥೆಯು ವಿದ್ಯಾರ್ಥಿಗಳ ಸರ್ವಾಂಗೀಣ ಅಭಿವೃದ್ಧಿಗೆ ಶ್ರಮಿಸುತ್ತಿದೆ ಎಂದರು.: [686, 1200, 774, 1256]
- joke-title: ನಕ್ಕರೆ ಅದೇ ಸ್ವರ್ಗ: [94, 98, 193, 118]
- letter-salutation: ಮಾನ್ಯರೇ,: [66, 742, 87, 750]
- footer-divider: [57, 1322, 888, 1323]
